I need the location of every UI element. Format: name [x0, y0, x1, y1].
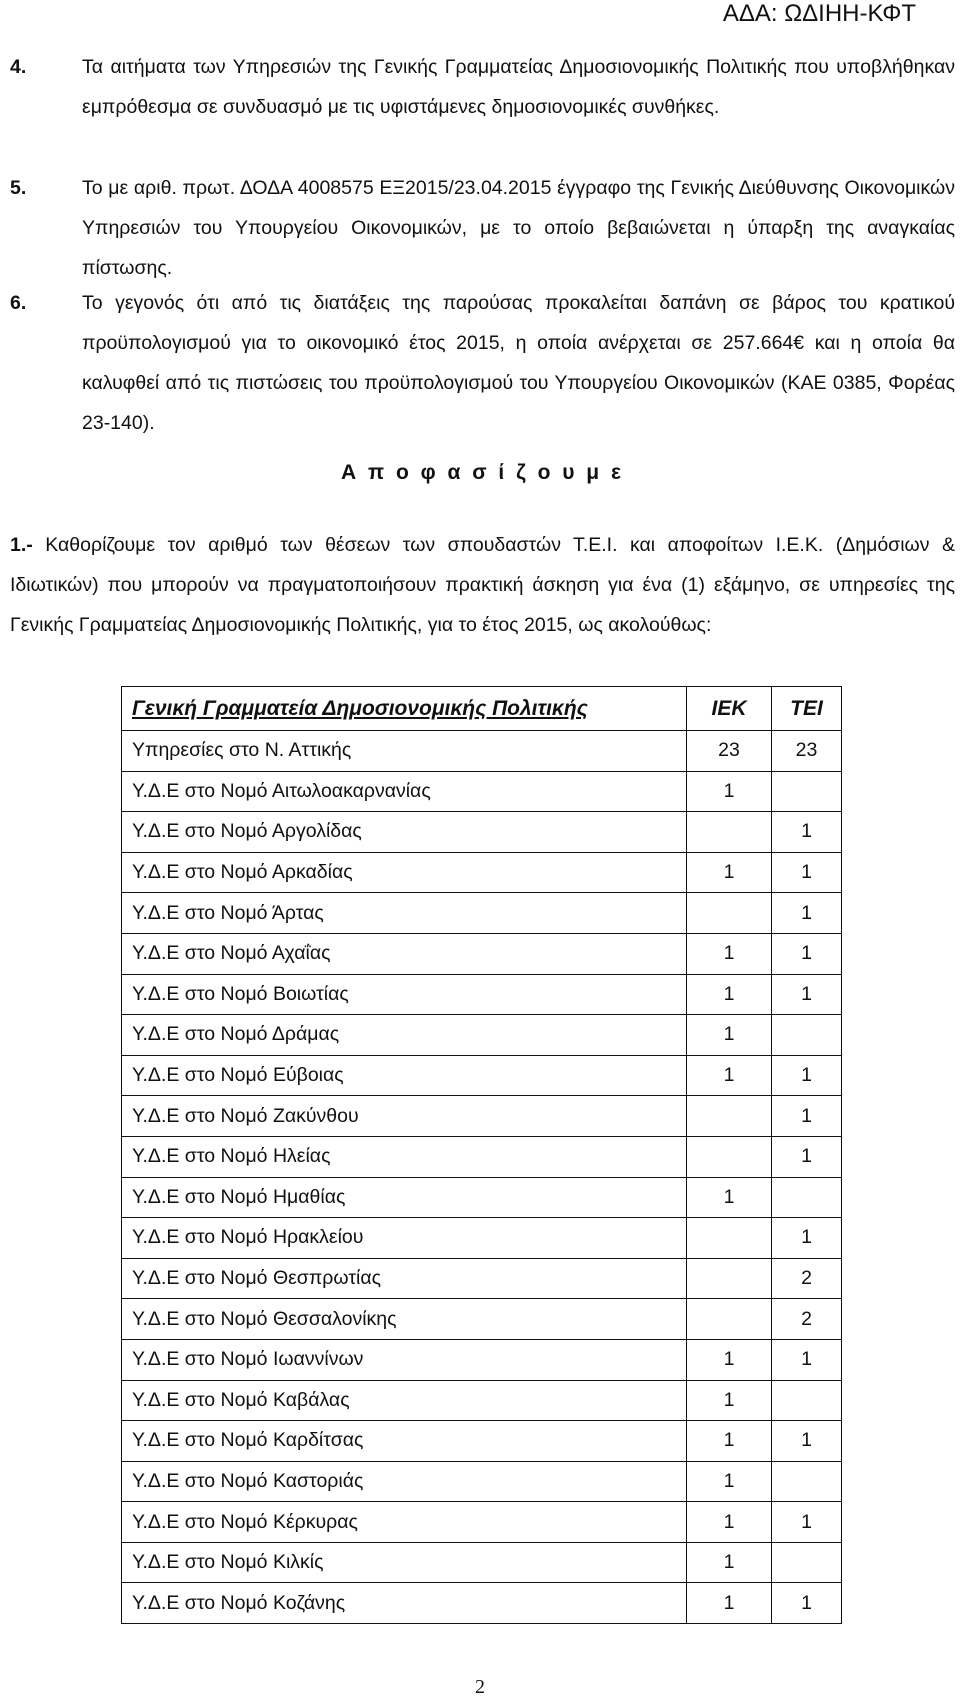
column-header-iek: ΙΕΚ	[687, 687, 772, 731]
iek-cell: 1	[687, 1542, 772, 1583]
tei-cell	[772, 1542, 842, 1583]
table-row	[122, 1339, 842, 1380]
service-cell: Υ.Δ.Ε στο Νομό Εύβοιας	[122, 1055, 687, 1096]
table-row	[122, 1136, 842, 1177]
iek-cell: 1	[687, 1380, 772, 1421]
iek-cell	[687, 1096, 772, 1137]
iek-cell: 1	[687, 1339, 772, 1380]
iek-cell	[687, 1299, 772, 1340]
table-row	[122, 731, 842, 772]
tei-cell	[772, 771, 842, 812]
iek-cell	[687, 1218, 772, 1259]
consideration-item-4	[10, 47, 955, 127]
service-cell: Υ.Δ.Ε στο Νομό Βοιωτίας	[122, 974, 687, 1015]
table-row	[122, 1461, 842, 1502]
iek-cell	[687, 812, 772, 853]
iek-cell: 1	[687, 933, 772, 974]
iek-cell: 1	[687, 1421, 772, 1462]
consideration-item-6	[10, 283, 955, 443]
tei-cell: 1	[772, 1055, 842, 1096]
tei-cell	[772, 1461, 842, 1502]
page-number: 2	[475, 1676, 485, 1698]
iek-cell: 1	[687, 1177, 772, 1218]
table-row	[122, 1015, 842, 1056]
service-cell: Υ.Δ.Ε στο Νομό Ζακύνθου	[122, 1096, 687, 1137]
table-row	[122, 1258, 842, 1299]
service-cell: Υ.Δ.Ε στο Νομό Ηρακλείου	[122, 1218, 687, 1259]
service-cell: Υ.Δ.Ε στο Νομό Καστοριάς	[122, 1461, 687, 1502]
column-header-service: Γενική Γραμματεία Δημοσιονομικής Πολιτικής	[122, 687, 687, 731]
iek-cell: 1	[687, 1583, 772, 1624]
tei-cell: 1	[772, 812, 842, 853]
table-row	[122, 1502, 842, 1543]
service-cell: Υπηρεσίες στο Ν. Αττικής	[122, 731, 687, 772]
tei-cell: 1	[772, 893, 842, 934]
iek-cell: 1	[687, 852, 772, 893]
service-cell: Υ.Δ.Ε στο Νομό Κοζάνης	[122, 1583, 687, 1624]
tei-cell	[772, 1380, 842, 1421]
tei-cell: 1	[772, 1421, 842, 1462]
item-number: 5.	[10, 177, 27, 199]
tei-cell: 2	[772, 1258, 842, 1299]
iek-cell: 23	[687, 731, 772, 772]
service-cell: Υ.Δ.Ε στο Νομό Δράμας	[122, 1015, 687, 1056]
service-cell: Υ.Δ.Ε στο Νομό Άρτας	[122, 893, 687, 934]
tei-cell: 1	[772, 974, 842, 1015]
table-row	[122, 1299, 842, 1340]
table-row	[122, 852, 842, 893]
decision-heading: Α π ο φ α σ ί ζ ο υ μ ε	[341, 461, 624, 484]
iek-cell: 1	[687, 974, 772, 1015]
table-row	[122, 893, 842, 934]
tei-cell	[772, 1015, 842, 1056]
tei-cell: 1	[772, 1136, 842, 1177]
table-row	[122, 1055, 842, 1096]
table-row	[122, 974, 842, 1015]
table-row	[122, 1583, 842, 1624]
service-cell: Υ.Δ.Ε στο Νομό Αργολίδας	[122, 812, 687, 853]
item-number: 6.	[10, 292, 27, 314]
tei-cell: 1	[772, 852, 842, 893]
tei-cell: 23	[772, 731, 842, 772]
table-row	[122, 812, 842, 853]
tei-cell: 1	[772, 933, 842, 974]
service-cell: Υ.Δ.Ε στο Νομό Καρδίτσας	[122, 1421, 687, 1462]
iek-cell	[687, 1136, 772, 1177]
tei-cell: 1	[772, 1218, 842, 1259]
decision-text: Καθορίζουμε τον αριθμό των θέσεων των σπουδαστών Τ.Ε.Ι. και αποφοίτων Ι.Ε.Κ. (Δημόσιων & Ιδιωτικών) που μπορούν να πραγματοποιήσουν πρακτική άσκηση για ένα (1) εξάμηνο, σε υπηρεσίες της Γενικής Γραμματείας Δημοσιονομικής Πολιτικής, για το έτος 2015, ως ακολούθως:	[10, 534, 955, 636]
iek-cell	[687, 893, 772, 934]
iek-cell: 1	[687, 1015, 772, 1056]
tei-cell	[772, 1177, 842, 1218]
column-header-tei: ΤΕΙ	[772, 687, 842, 731]
service-cell: Υ.Δ.Ε στο Νομό Ημαθίας	[122, 1177, 687, 1218]
iek-cell: 1	[687, 1502, 772, 1543]
service-cell: Υ.Δ.Ε στο Νομό Αχαΐας	[122, 933, 687, 974]
table-row	[122, 933, 842, 974]
table-row	[122, 1380, 842, 1421]
service-cell: Υ.Δ.Ε στο Νομό Κιλκίς	[122, 1542, 687, 1583]
iek-cell: 1	[687, 771, 772, 812]
positions-table	[121, 686, 842, 1624]
decision-number: 1.-	[10, 534, 33, 556]
service-cell: Υ.Δ.Ε στο Νομό Αρκαδίας	[122, 852, 687, 893]
table-row	[122, 771, 842, 812]
tei-cell: 1	[772, 1339, 842, 1380]
tei-cell: 2	[772, 1299, 842, 1340]
ada-code: ΑΔΑ: ΩΔΙΗΗ-ΚΦΤ	[722, 0, 916, 27]
table-row	[122, 1542, 842, 1583]
service-cell: Υ.Δ.Ε στο Νομό Ιωαννίνων	[122, 1339, 687, 1380]
table-row	[122, 1421, 842, 1462]
iek-cell: 1	[687, 1461, 772, 1502]
table-row	[122, 1218, 842, 1259]
table-row	[122, 1096, 842, 1137]
item-text: Τα αιτήματα των Υπηρεσιών της Γενικής Γραμματείας Δημοσιονομικής Πολιτικής που υποβλήθηκαν εμπρόθεσμα σε συνδυασμό με τις υφιστάμενες δημοσιονομικές συνθήκες.	[82, 56, 955, 118]
tei-cell: 1	[772, 1096, 842, 1137]
item-text: Το με αριθ. πρωτ. ΔΟΔΑ 4008575 ΕΞ2015/23.04.2015 έγγραφο της Γενικής Διεύθυνσης Οικονομικών Υπηρεσιών του Υπουργείου Οικονομικών, με το οποίο βεβαιώνεται η ύπαρξη της αναγκαίας πίστωσης.	[82, 177, 955, 279]
table-header-row	[122, 687, 842, 731]
item-number: 4.	[10, 56, 27, 78]
item-text: Το γεγονός ότι από τις διατάξεις της παρούσας προκαλείται δαπάνη σε βάρος του κρατικού προϋπολογισμού για το οικονομικό έτος 2015, η οποία ανέρχεται σε 257.664€ και η οποία θα καλυφθεί από τις πιστώσεις του προϋπολογισμού του Υπουργείου Οικονομικών (ΚΑΕ 0385, Φορέας 23-140).	[82, 292, 955, 434]
decision-paragraph	[10, 525, 955, 645]
tei-cell: 1	[772, 1583, 842, 1624]
tei-cell: 1	[772, 1502, 842, 1543]
service-cell: Υ.Δ.Ε στο Νομό Ηλείας	[122, 1136, 687, 1177]
service-cell: Υ.Δ.Ε στο Νομό Αιτωλοακαρνανίας	[122, 771, 687, 812]
service-cell: Υ.Δ.Ε στο Νομό Κέρκυρας	[122, 1502, 687, 1543]
iek-cell	[687, 1258, 772, 1299]
iek-cell: 1	[687, 1055, 772, 1096]
service-cell: Υ.Δ.Ε στο Νομό Θεσσαλονίκης	[122, 1299, 687, 1340]
service-cell: Υ.Δ.Ε στο Νομό Θεσπρωτίας	[122, 1258, 687, 1299]
service-cell: Υ.Δ.Ε στο Νομό Καβάλας	[122, 1380, 687, 1421]
table-row	[122, 1177, 842, 1218]
consideration-item-5	[10, 168, 955, 288]
